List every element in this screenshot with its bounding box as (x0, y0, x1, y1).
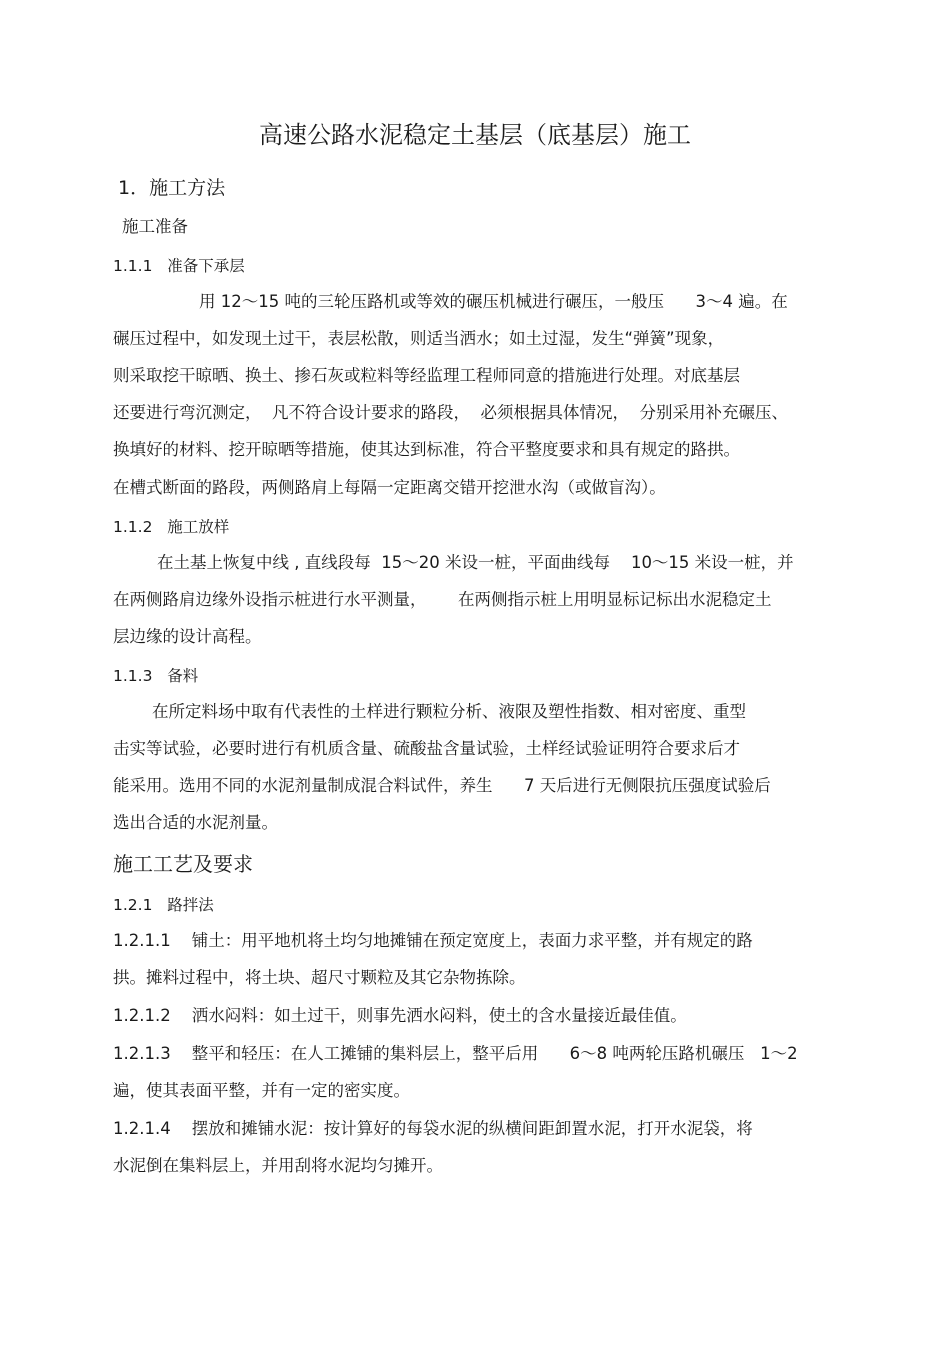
paragraph-line: 碾压过程中，如发现土过干，表层松散，则适当洒水；如土过湿，发生“弹簧”现象， (113, 329, 725, 348)
paragraph-line: 1.2.1.1 铺土：用平地机将土均匀地摊铺在预定宽度上，表面力求平整，并有规定的路 (113, 931, 753, 950)
heading-1-1-1: 1.1.1 准备下承层 (113, 257, 245, 275)
paragraph-line: 换填好的材料、挖开晾晒等措施，使其达到标准，符合平整度要求和具有规定的路拱。 (113, 440, 740, 459)
document-title: 高速公路水泥稳定土基层（底基层）施工 (259, 121, 691, 149)
paragraph-line: 还要进行弯沉测定， 凡不符合设计要求的路段， 必须根据具体情况， 分别采用补充碾压、 (113, 403, 788, 422)
paragraph-line: 在所定料场中取有代表性的土样进行颗粒分析、液限及塑性指数、相对密度、重型 (152, 702, 746, 721)
paragraph-line: 1.2.1.2 洒水闷料：如土过干，则事先洒水闷料，使土的含水量接近最佳值。 (113, 1006, 687, 1025)
paragraph-line: 1.2.1.3 整平和轻压：在人工摊铺的集料层上，整平后用 6～8 吨两轮压路机碾压 1～2 (113, 1044, 798, 1063)
heading-1-2-1: 1.2.1 路拌法 (113, 896, 214, 914)
paragraph-line: 能采用。选用不同的水泥剂量制成混合料试件，养生 7 天后进行无侧限抗压强度试验后 (113, 776, 771, 795)
heading-1-1-3: 1.1.3 备料 (113, 667, 199, 685)
heading-process-requirements: 施工工艺及要求 (113, 852, 253, 876)
paragraph-line: 用 12～15 吨的三轮压路机或等效的碾压机械进行碾压，一般压 3～4 遍。在 (199, 292, 788, 311)
paragraph-line: 在槽式断面的路段，两侧路肩上每隔一定距离交错开挖泄水沟（或做盲沟）。 (113, 478, 666, 497)
heading-construction-method: 1．施工方法 (118, 177, 226, 199)
heading-construction-prep: 施工准备 (122, 217, 188, 236)
paragraph-line: 则采取挖干晾晒、换土、掺石灰或粒料等经监理工程师同意的措施进行处理。对底基层 (113, 366, 740, 385)
paragraph-line: 在土基上恢复中线 , 直线段每 15～20 米设一桩，平面曲线每 10～15 米设一桩，并 (157, 553, 794, 572)
paragraph-line: 1.2.1.4 摆放和摊铺水泥：按计算好的每袋水泥的纵横间距卸置水泥，打开水泥袋，将 (113, 1119, 753, 1138)
heading-1-1-2: 1.1.2 施工放样 (113, 518, 230, 536)
paragraph-line: 在两侧路肩边缘外设指示桩进行水平测量， 在两侧指示桩上用明显标记标出水泥稳定土 (113, 590, 772, 609)
paragraph-line: 拱。摊料过程中，将土块、超尺寸颗粒及其它杂物拣除。 (113, 968, 526, 987)
paragraph-line: 击实等试验，必要时进行有机质含量、硫酸盐含量试验，土样经试验证明符合要求后才 (113, 739, 740, 758)
paragraph-line: 水泥倒在集料层上，并用刮将水泥均匀摊开。 (113, 1156, 443, 1175)
paragraph-line: 遍，使其表面平整，并有一定的密实度。 (113, 1081, 410, 1100)
paragraph-line: 层边缘的设计高程。 (113, 627, 262, 646)
paragraph-line: 选出合适的水泥剂量。 (113, 813, 278, 832)
